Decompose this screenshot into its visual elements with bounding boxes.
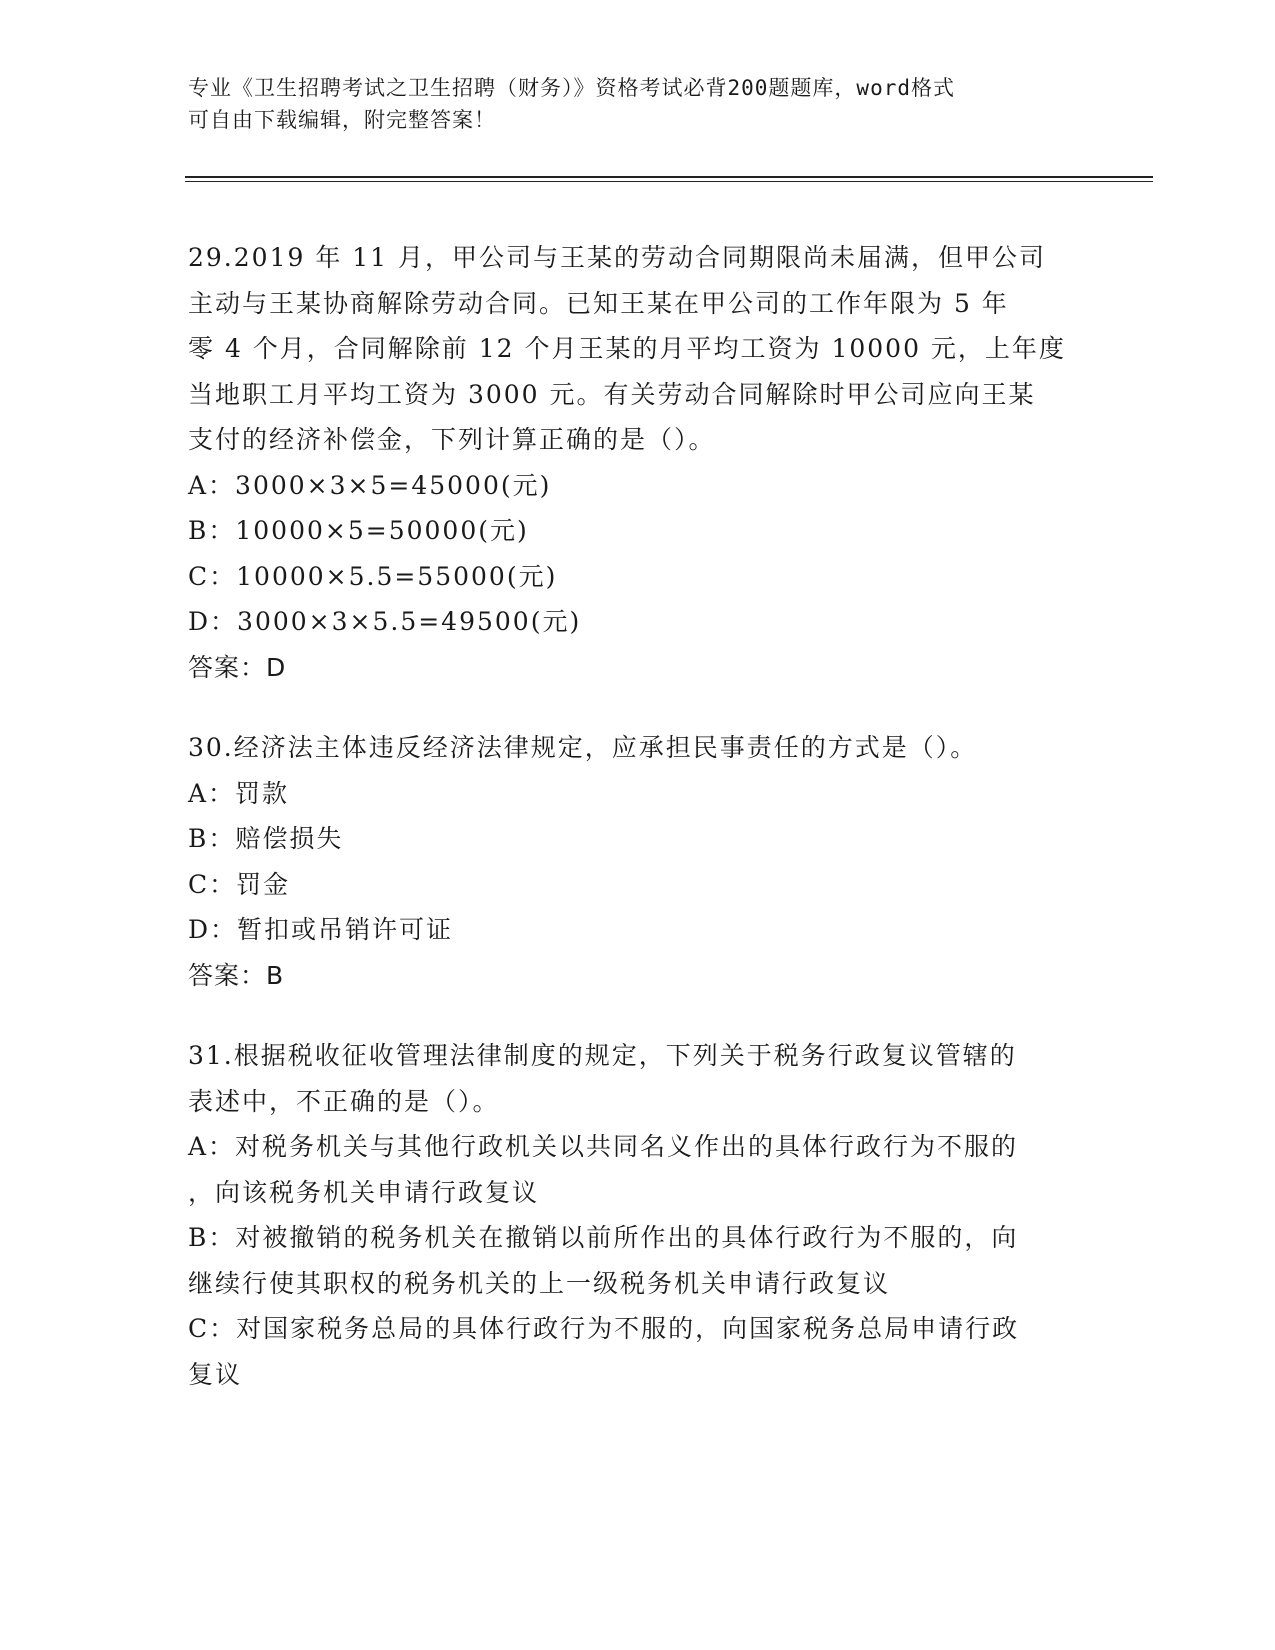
question-29: [188, 235, 1068, 690]
question-stem-line: 30.经济法主体违反经济法律规定，应承担民事责任的方式是（）。: [188, 733, 978, 762]
document-header: [188, 72, 1068, 136]
question-stem-line: 零 4 个月，合同解除前 12 个月王某的月平均工资为 10000 元，上年度: [188, 334, 1066, 363]
option-a: A：3000×3×5=45000(元): [188, 470, 552, 500]
header-line-2: 可自由下载编辑，附完整答案！: [188, 108, 496, 132]
question-stem-line: 29.2019 年 11 月，甲公司与王某的劳动合同期限尚未届满，但甲公司: [188, 243, 1047, 272]
question-stem-line: 表述中，不正确的是（）。: [188, 1086, 500, 1116]
option-c: C：对国家税务总局的具体行政行为不服的，向国家税务总局申请行政: [188, 1314, 1020, 1343]
answer-label: 答案：B: [188, 960, 285, 990]
option-a-continued: ，向该税务机关申请行政复议: [188, 1177, 540, 1207]
question-stem-line: 当地职工月平均工资为 3000 元。有关劳动合同解除时甲公司应向王某: [188, 379, 1036, 409]
option-a: A：对税务机关与其他行政机关以共同名义作出的具体行政行为不服的: [188, 1132, 1019, 1161]
question-stem-line: 31.根据税收征收管理法律制度的规定，下列关于税务行政复议管辖的: [188, 1041, 1017, 1070]
header-divider: [185, 176, 1153, 178]
question-stem-line: 主动与王某协商解除劳动合同。已知王某在甲公司的工作年限为 5 年: [188, 288, 1009, 318]
option-b-continued: 继续行使其职权的税务机关的上一级税务机关申请行政复议: [188, 1268, 891, 1298]
option-c: C：罚金: [188, 869, 291, 899]
option-a: A：罚款: [188, 778, 290, 808]
header-divider-thin: [185, 181, 1153, 182]
option-d: D：3000×3×5.5=49500(元): [188, 607, 582, 636]
option-c: C：10000×5.5=55000(元): [188, 561, 558, 591]
header-line-1: 专业《卫生招聘考试之卫生招聘（财务）》资格考试必背200题题库，word格式: [188, 76, 955, 100]
option-b: B：对被撤销的税务机关在撤销以前所作出的具体行政行为不服的，向: [188, 1223, 1019, 1252]
option-c-continued: 复议: [188, 1359, 243, 1389]
option-b: B：赔偿损失: [188, 824, 344, 853]
question-31: [188, 1033, 1068, 1397]
question-30: [188, 725, 1068, 998]
answer-label: 答案：D: [188, 652, 287, 682]
question-list: [188, 235, 1068, 1432]
option-d: D：暂扣或吊销许可证: [188, 915, 454, 944]
question-stem-line: 支付的经济补偿金，下列计算正确的是（）。: [188, 425, 716, 454]
option-b: B：10000×5=50000(元): [188, 516, 529, 545]
